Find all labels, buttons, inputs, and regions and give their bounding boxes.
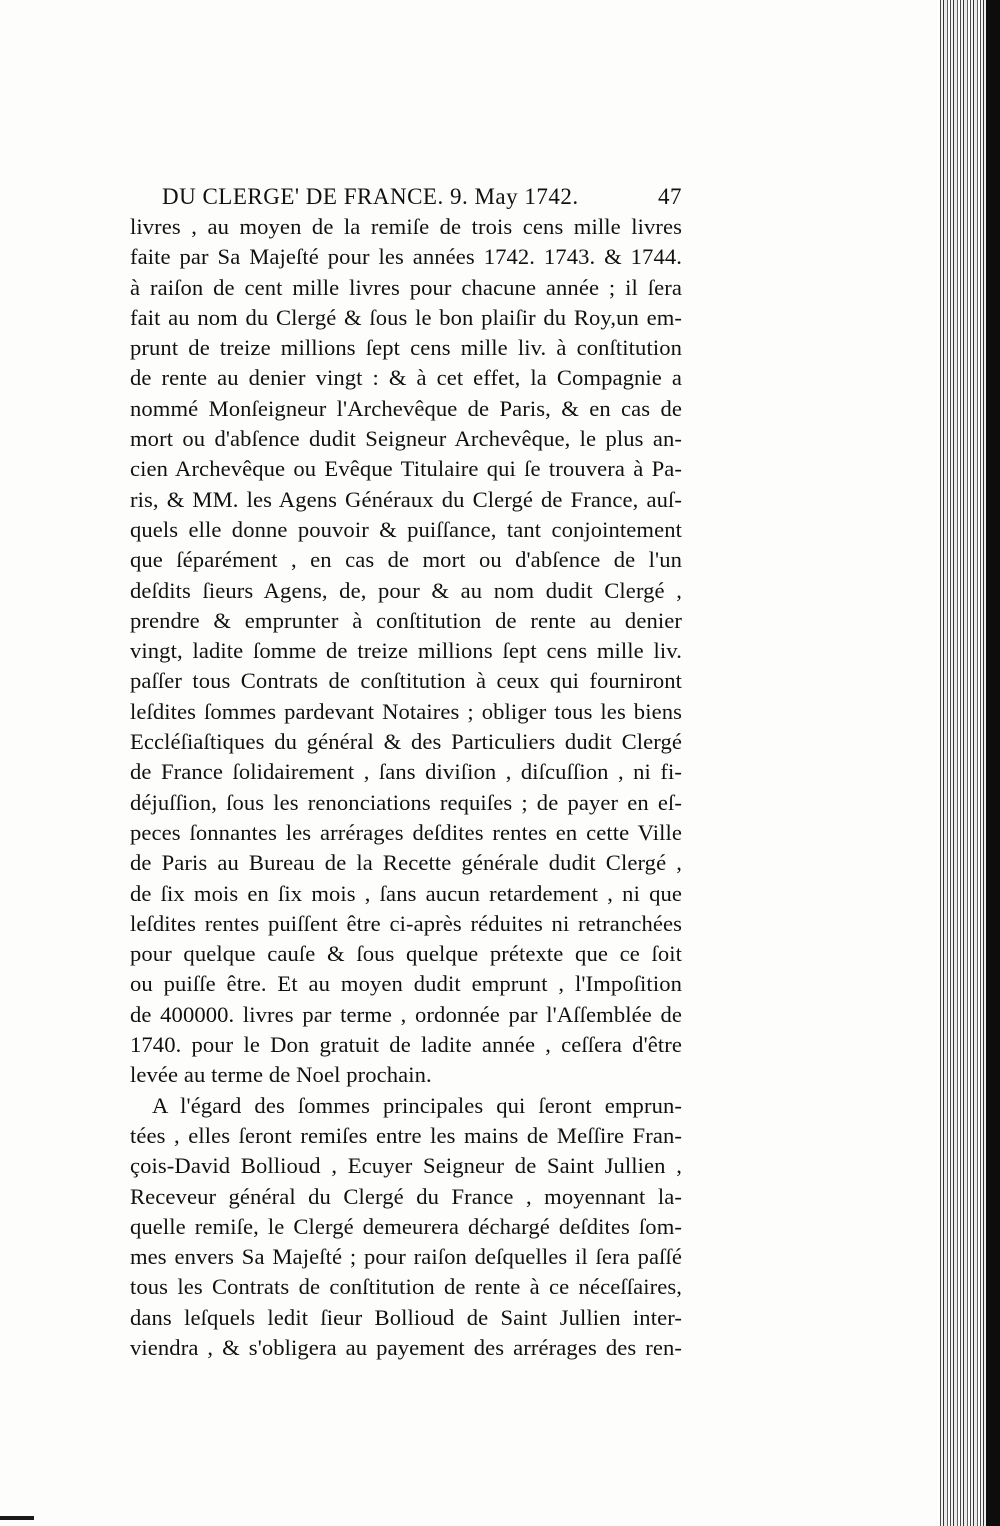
page-number: 47: [658, 184, 682, 209]
text-line: leſdites ſommes pardevant Notaires ; obliger tous les biens: [130, 698, 682, 724]
margin-mark: [0, 1516, 34, 1520]
text-line: peces ſonnantes les arrérages deſdites rentes en cette Ville: [130, 819, 682, 845]
text-line: nommé Monſeigneur l'Archevêque de Paris, & en cas de: [130, 395, 682, 421]
text-line: de Paris au Bureau de la Recette générale dudit Clergé ,: [130, 850, 682, 876]
text-line: cien Archevêque ou Evêque Titulaire qui ſe trouvera à Pa-: [130, 456, 682, 482]
text-line: de ſix mois en ſix mois , ſans aucun retardement , ni que: [130, 880, 682, 906]
text-line: que ſéparément , en cas de mort ou d'abſence de l'un: [130, 547, 682, 573]
text-line: prunt de treize millions ſept cens mille liv. à conſtitution: [130, 335, 682, 361]
text-line: mes envers Sa Majeſté ; pour raiſon deſquelles il ſera paſſé: [130, 1244, 682, 1270]
text-line: tées , elles ſeront remiſes entre les mains de Meſſire Fran-: [130, 1122, 682, 1148]
text-line: paſſer tous Contrats de conſtitution à ceux qui fourniront: [130, 668, 682, 694]
text-line: à raiſon de cent mille livres pour chacune année ; il ſera: [130, 274, 682, 300]
text-line: 1740. pour le Don gratuit de ladite année , ceſſera d'être: [130, 1032, 682, 1058]
text-line: dans leſquels ledit ſieur Bollioud de Saint Jullien inter-: [130, 1304, 682, 1330]
running-head-title: DU CLERGE' DE FRANCE. 9. May 1742.: [162, 184, 579, 209]
text-line: de rente au denier vingt : & à cet effet, la Compagnie a: [130, 365, 682, 391]
text-line: tous les Contrats de conſtitution de rente à ce néceſſaires,: [130, 1274, 682, 1300]
text-line: ou puiſſe être. Et au moyen dudit emprunt , l'Impoſition: [130, 971, 682, 997]
binding-shadow: [986, 0, 1000, 1526]
text-line: déjuſſion, ſous les renonciations requiſes ; de payer en eſ-: [130, 789, 682, 815]
text-line: vingt, ladite ſomme de treize millions ſept cens mille liv.: [130, 638, 682, 664]
text-line: pour quelque cauſe & ſous quelque prétexte que ce ſoit: [130, 941, 682, 967]
text-line: mort ou d'abſence dudit Seigneur Archevêque, le plus an-: [130, 426, 682, 452]
text-line: viendra , & s'obligera au payement des arrérages des ren-: [130, 1334, 682, 1360]
text-line: levée au terme de Noel prochain.: [130, 1062, 432, 1088]
body-text: [130, 182, 682, 1363]
text-line: prendre & emprunter à conſtitution de rente au denier: [130, 607, 682, 633]
text-line: ris, & MM. les Agens Généraux du Clergé de France, auſ-: [130, 486, 682, 512]
text-line: deſdits ſieurs Agens, de, pour & au nom dudit Clergé ,: [130, 577, 682, 603]
text-line: çois-David Bollioud , Ecuyer Seigneur de Saint Jullien ,: [130, 1153, 682, 1179]
text-line: quelle remiſe, le Clergé demeurera déchargé deſdites ſom-: [130, 1213, 682, 1239]
text-line: de France ſolidairement , ſans diviſion , diſcuſſion , ni fi-: [130, 759, 682, 785]
text-line: leſdites rentes puiſſent être ci-après réduites ni retranchées: [130, 910, 682, 936]
text-line: fait au nom du Clergé & ſous le bon plaiſir du Roy,un em-: [130, 304, 682, 330]
text-line: Receveur général du Clergé du France , moyennant la-: [130, 1183, 682, 1209]
text-line: Eccléſiaſtiques du général & des Particuliers dudit Clergé: [130, 729, 682, 755]
text-line: de 400000. livres par terme , ordonnée par l'Aſſemblée de: [130, 1001, 682, 1027]
text-line: quels elle donne pouvoir & puiſſance, tant conjointement: [130, 516, 682, 542]
text-line: faite par Sa Majeſté pour les années 1742. 1743. & 1744.: [130, 244, 682, 270]
text-line: livres , au moyen de la remiſe de trois cens mille livres: [130, 214, 682, 239]
paragraph-start-line: A l'égard des ſommes principales qui ſeront emprun-: [152, 1092, 682, 1118]
running-head: [130, 182, 682, 212]
